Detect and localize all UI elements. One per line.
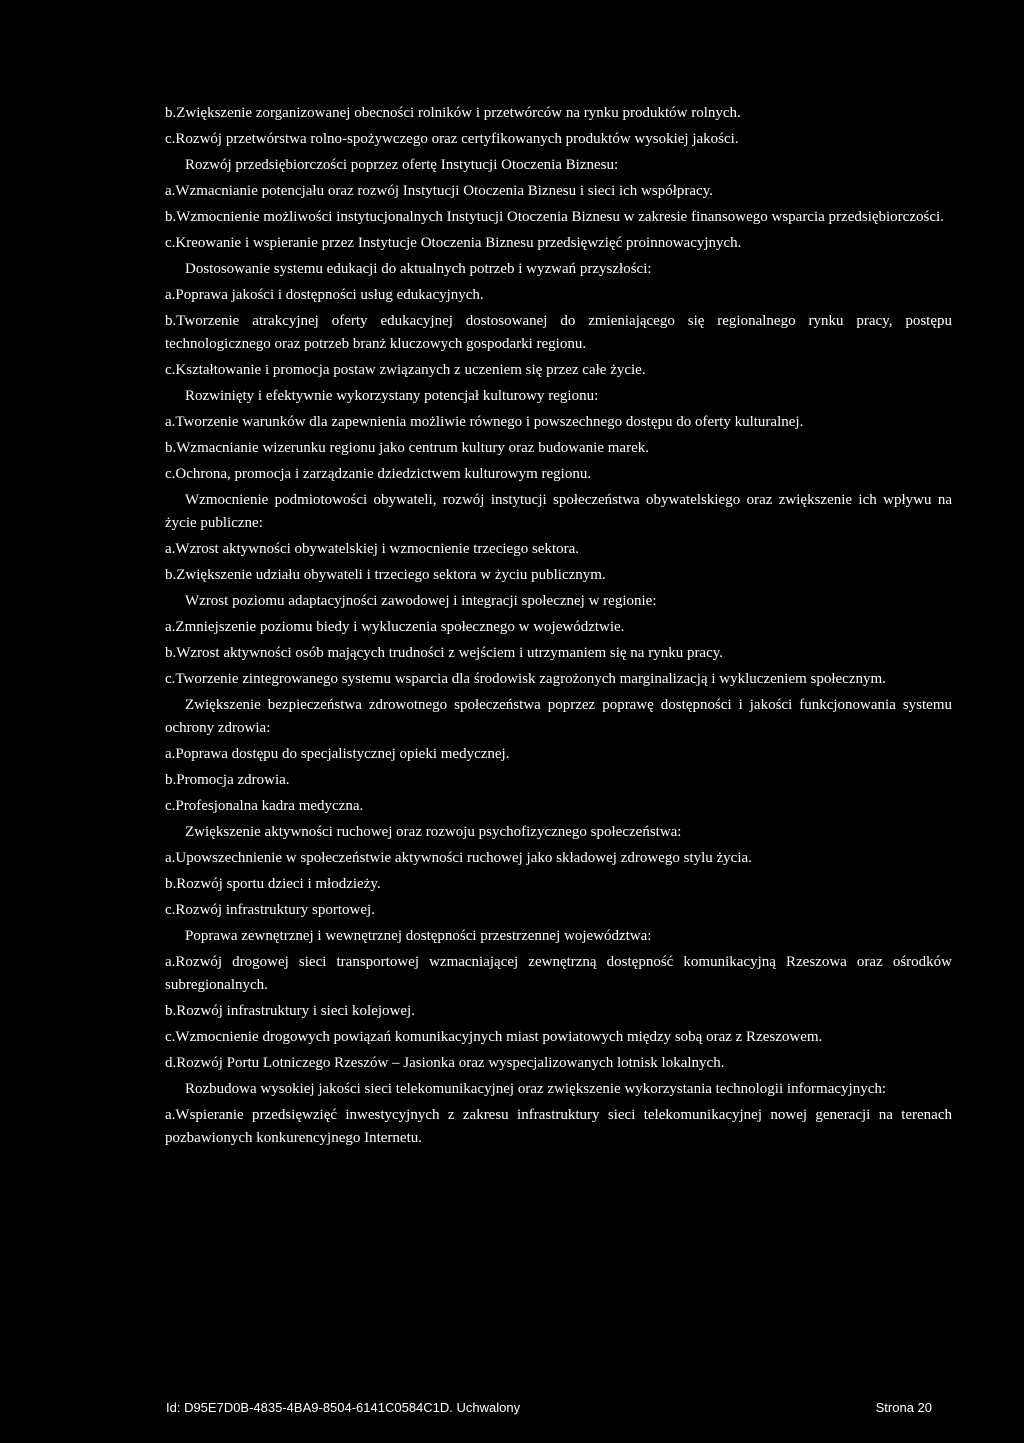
list-item: c.Rozwój infrastruktury sportowej. [165,902,375,918]
list-item: c.Rozwój przetwórstwa rolno-spożywczego oraz certyfikowanych produktów wysokiej jakości. [165,131,739,147]
list-item: d.Rozwój Portu Lotniczego Rzeszów – Jasionka oraz wyspecjalizowanych lotnisk lokalnych. [165,1055,725,1071]
section-heading: Rozwój przedsiębiorczości poprzez ofertę Instytucji Otoczenia Biznesu: [185,157,619,173]
list-item: b.Wzmacnianie wizerunku regionu jako centrum kultury oraz budowanie marek. [165,440,649,456]
list-item: b.Rozwój sportu dzieci i młodzieży. [165,876,381,892]
list-item: a.Zmniejszenie poziomu biedy i wykluczenia społecznego w województwie. [165,619,625,635]
section-heading: Zwiększenie bezpieczeństwa zdrowotnego społeczeństwa poprzez poprawę dostępności i jakości funkcjonowania systemu ochrony zdrowia: [165,697,952,736]
list-item: b.Rozwój infrastruktury i sieci kolejowej. [165,1003,415,1019]
list-item: a.Upowszechnienie w społeczeństwie aktywności ruchowej jako składowej zdrowego stylu życia. [165,850,752,866]
list-item: c.Ochrona, promocja i zarządzanie dziedzictwem kulturowym regionu. [165,466,592,482]
section-heading: Zwiększenie aktywności ruchowej oraz rozwoju psychofizycznego społeczeństwa: [185,824,682,840]
list-item: a.Wzrost aktywności obywatelskiej i wzmocnienie trzeciego sektora. [165,541,580,557]
list-item: b.Wzmocnienie możliwości instytucjonalnych Instytucji Otoczenia Biznesu w zakresie finansowego wsparcia przedsiębiorczości. [165,209,944,225]
section-heading: Wzmocnienie podmiotowości obywateli, rozwój instytucji społeczeństwa obywatelskiego oraz zwiększenie ich wpływu na życie publiczne: [165,492,952,531]
page-number: Strona 20 [875,1400,932,1415]
list-item: a.Rozwój drogowej sieci transportowej wzmacniającej zewnętrzną dostępność komunikacyjną Rzeszowa oraz ośrodków subregionalnych. [165,954,952,993]
list-item: a.Poprawa jakości i dostępności usług edukacyjnych. [165,287,484,303]
list-item: a.Wzmacnianie potencjału oraz rozwój Instytucji Otoczenia Biznesu i sieci ich współpracy. [165,183,713,199]
list-item: c.Wzmocnienie drogowych powiązań komunikacyjnych miast powiatowych między sobą oraz z Rzeszowem. [165,1029,823,1045]
page-footer [166,1400,932,1415]
list-item: b.Wzrost aktywności osób mających trudności z wejściem i utrzymaniem się na rynku pracy. [165,645,724,661]
list-item: c.Kreowanie i wspieranie przez Instytucje Otoczenia Biznesu przedsięwzięć proinnowacyjnych. [165,235,742,251]
document-body [165,102,952,1153]
section-heading: Dostosowanie systemu edukacji do aktualnych potrzeb i wyzwań przyszłości: [185,261,652,277]
list-item: b.Zwiększenie zorganizowanej obecności rolników i przetwórców na rynku produktów rolnych. [165,105,741,121]
section-heading: Rozbudowa wysokiej jakości sieci telekomunikacyjnej oraz zwiększenie wykorzystania technologii informacyjnych: [185,1081,887,1097]
list-item: b.Zwiększenie udziału obywateli i trzeciego sektora w życiu publicznym. [165,567,606,583]
list-item: c.Profesjonalna kadra medyczna. [165,798,364,814]
document-id: Id: D95E7D0B-4835-4BA9-8504-6141C0584C1D. Uchwalony [166,1400,521,1415]
list-item: c.Kształtowanie i promocja postaw związanych z uczeniem się przez całe życie. [165,362,646,378]
section-heading: Wzrost poziomu adaptacyjności zawodowej i integracji społecznej w regionie: [185,593,657,609]
list-item: c.Tworzenie zintegrowanego systemu wsparcia dla środowisk zagrożonych marginalizacją i wykluczeniem społecznym. [165,671,886,687]
section-heading: Rozwinięty i efektywnie wykorzystany potencjał kulturowy regionu: [185,388,599,404]
list-item: a.Poprawa dostępu do specjalistycznej opieki medycznej. [165,746,510,762]
section-heading: Poprawa zewnętrznej i wewnętrznej dostępności przestrzennej województwa: [185,928,652,944]
list-item: a.Wspieranie przedsięwzięć inwestycyjnych z zakresu infrastruktury sieci telekomunikacyjnej nowej generacji na terenach pozbawionych konkurencyjnego Internetu. [165,1107,952,1146]
list-item: b.Tworzenie atrakcyjnej oferty edukacyjnej dostosowanej do zmieniającego się regionalnego rynku pracy, postępu technologicznego oraz potrzeb branż kluczowych gospodarki regionu. [165,313,952,352]
list-item: b.Promocja zdrowia. [165,772,290,788]
list-item: a.Tworzenie warunków dla zapewnienia możliwie równego i powszechnego dostępu do oferty kulturalnej. [165,414,804,430]
